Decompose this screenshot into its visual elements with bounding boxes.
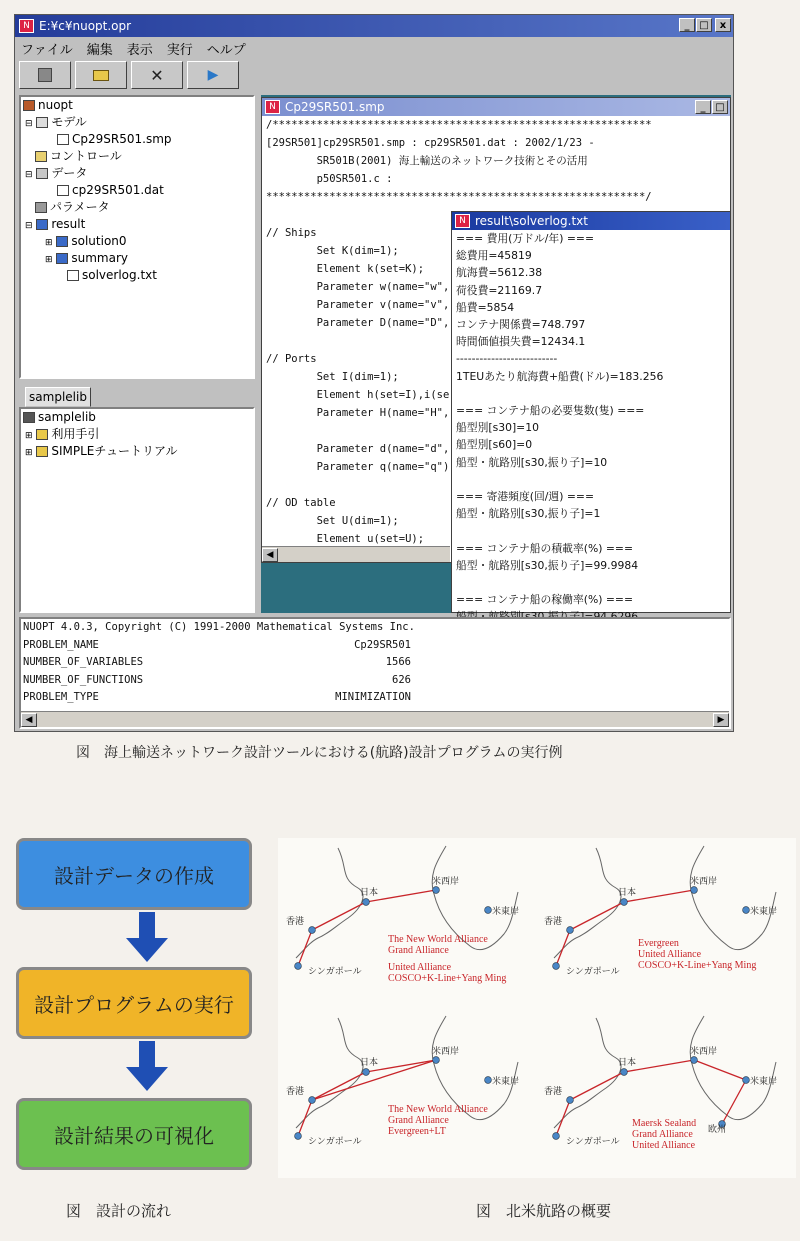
editor-line: Parameter H(name="H", [266, 407, 450, 419]
alliance-label: Grand Alliance [632, 1129, 693, 1140]
port-label: 米西岸 [432, 877, 460, 887]
alliance-label: Grand Alliance [388, 1115, 449, 1126]
asia-coastline [554, 1018, 621, 1128]
alliance-label: United Alliance [638, 949, 702, 960]
port-marker [691, 887, 698, 894]
scroll-left-icon[interactable]: ◀ [21, 713, 37, 727]
app-icon: N [455, 214, 470, 228]
close-button[interactable]: x [715, 18, 731, 32]
port-label: 米東岸 [492, 1077, 520, 1087]
tree-node-param[interactable]: パラメータ [21, 199, 253, 216]
editor-line: // OD table [266, 497, 336, 509]
log-line: 船型別[s30]=10 [456, 421, 539, 435]
sample-node-usage[interactable]: ⊞ 利用手引 [25, 427, 100, 441]
route-line [556, 1100, 570, 1136]
route-map-tl [286, 846, 519, 984]
log-line: 船型別[s60]=0 [456, 438, 533, 452]
menu-bar [15, 37, 733, 59]
port-marker [567, 1097, 574, 1104]
window-title: E:¥c¥nuopt.opr [39, 19, 132, 33]
port-label: 米東岸 [750, 1077, 778, 1087]
scroll-right-icon[interactable]: ▶ [713, 713, 729, 727]
editor-line: Element k(set=K); [266, 263, 425, 275]
log-line [456, 574, 730, 591]
asia-coastline [554, 848, 621, 958]
folder-icon [36, 429, 48, 440]
menu-edit[interactable]: 編集 [86, 42, 113, 58]
alliance-label: United Alliance [632, 1140, 696, 1151]
port-marker [485, 1077, 492, 1084]
tree-node-root[interactable]: nuopt [21, 97, 253, 114]
port-marker [743, 907, 750, 914]
sample-node-root[interactable]: samplelib [21, 409, 253, 426]
caption-top: 図 海上輸送ネットワーク設計ツールにおける(航路)設計プログラムの実行例 [76, 745, 563, 761]
tab-samplelib[interactable]: samplelib [25, 387, 91, 407]
app-icon: N [265, 100, 280, 114]
port-label: 香港 [544, 1087, 563, 1097]
log-line: 船型・航路別[s30,振り子]=99.9984 [456, 558, 639, 572]
editor-line: Element h(set=I),i(se [266, 389, 450, 401]
log-line: === コンテナ船の積載率(%) === [456, 541, 633, 555]
log-line [456, 385, 730, 402]
output-hscroll[interactable] [21, 711, 729, 727]
port-label: 米西岸 [432, 1047, 460, 1057]
output-row: NUMBER_OF_FUNCTIONS 626 [23, 673, 411, 686]
tree-node-solution[interactable]: ⊞ solution0 [45, 234, 127, 248]
port-marker [553, 963, 560, 970]
play-icon: ▶ [207, 67, 219, 83]
editor-line: ************************************************************/ [266, 191, 652, 203]
alliance-label: COSCO+K-Line+Yang Ming [388, 973, 507, 984]
editor-line: Parameter w(name="w", [266, 281, 450, 293]
chart-icon [56, 253, 68, 264]
maximize-button[interactable]: □ [696, 18, 712, 32]
port-marker [309, 1097, 316, 1104]
port-label: 米西岸 [690, 877, 718, 887]
port-marker [309, 927, 316, 934]
america-coastline [690, 846, 776, 950]
route-line [298, 1100, 312, 1136]
alliance-label: United Alliance [388, 962, 452, 973]
log-text[interactable] [452, 230, 730, 610]
alliance-label: Maersk Sealand [632, 1118, 697, 1129]
port-marker [485, 907, 492, 914]
port-marker [691, 1057, 698, 1064]
editor-line: // Ports [266, 353, 317, 365]
log-line: 荷役費=21169.7 [456, 283, 543, 297]
editor-line: Set U(dim=1); [266, 515, 399, 527]
close-icon: ✕ [150, 65, 164, 85]
log-title-bar [452, 212, 730, 230]
alliance-label: The New World Alliance [388, 1104, 488, 1115]
port-marker [553, 1133, 560, 1140]
toolbar [19, 61, 249, 91]
tree-node-model-file[interactable]: Cp29SR501.smp [21, 131, 253, 148]
alliance-label: The New World Alliance [388, 934, 488, 945]
port-label: シンガポール [308, 967, 362, 977]
title-bar [15, 15, 733, 37]
editor-line: p50SR501.c : [266, 173, 393, 185]
tree-node-data[interactable]: ⊟ データ [25, 166, 88, 180]
port-label: シンガポール [566, 967, 620, 977]
port-label: 日本 [618, 888, 637, 898]
port-label: 日本 [360, 1058, 379, 1068]
port-label: 日本 [618, 1058, 637, 1068]
editor-line: Parameter q(name="q") [266, 461, 450, 473]
editor-line: Parameter D(name="D", [266, 317, 450, 329]
log-window [451, 211, 731, 613]
editor-line: /************************************************************ [266, 119, 652, 131]
port-marker [433, 1057, 440, 1064]
log-line: 船型・航路別[s30,振り子]=10 [456, 455, 608, 469]
run-button[interactable] [187, 61, 239, 89]
route-line [570, 902, 624, 930]
route-line [312, 1072, 366, 1100]
caption-routes: 図 北米航路の概要 [476, 1202, 612, 1220]
log-line: 船費=5854 [456, 300, 515, 314]
editor-maximize-button[interactable]: □ [712, 100, 728, 114]
route-line [694, 1060, 746, 1080]
port-marker [363, 899, 370, 906]
sample-node-tutorial[interactable]: ⊞ SIMPLEチュートリアル [25, 444, 178, 458]
editor-minimize-button[interactable]: _ [695, 100, 711, 114]
log-line: -------------------------- [456, 352, 558, 366]
log-line [456, 522, 730, 539]
flow-arrow-1 [126, 912, 168, 962]
port-label: 日本 [360, 888, 379, 898]
save-icon [38, 68, 52, 82]
output-row: PROBLEM_TYPE MINIMIZATION [23, 691, 411, 703]
flow-step-create: 設計データの作成 [16, 838, 252, 910]
result-icon [36, 219, 48, 230]
output-pane [19, 617, 731, 729]
open-button[interactable] [75, 61, 127, 89]
scroll-left-icon[interactable]: ◀ [262, 548, 278, 562]
parameter-icon [35, 202, 47, 213]
log-line: === 費用(万ドル/年) === [456, 232, 594, 245]
file-icon [57, 134, 69, 145]
route-line [722, 1080, 746, 1124]
route-map-tr [544, 846, 777, 977]
file-icon [67, 270, 79, 281]
editor-line: // Ships [266, 227, 317, 239]
alliance-label: Evergreen [638, 938, 679, 949]
editor-title-bar [262, 98, 730, 116]
port-label: 香港 [544, 917, 563, 927]
editor-line: Parameter v(name="v", [266, 299, 450, 311]
log-line: 時間価値損失費=12434.1 [456, 335, 586, 349]
tree-node-control[interactable]: コントロール [21, 148, 253, 165]
project-icon [23, 100, 35, 111]
output-header: NUOPT 4.0.3, Copyright (C) 1991-2000 Mathematical Systems Inc. [23, 621, 415, 633]
tree-node-model[interactable]: ⊟ モデル [25, 115, 87, 129]
log-line: 船型・航路別[s30,振り子]=1 [456, 507, 601, 521]
output-row: NUMBER_OF_VARIABLES 1566 [23, 656, 411, 668]
log-line: 総費用=45819 [456, 249, 532, 263]
port-label: 米東岸 [750, 907, 778, 917]
flow-step-run: 設計プログラムの実行 [16, 967, 252, 1039]
port-label: 欧州 [708, 1125, 727, 1135]
caption-flow: 図 設計の流れ [66, 1202, 172, 1220]
tree-node-summary[interactable]: ⊞ summary [45, 251, 128, 265]
alliance-label: Grand Alliance [388, 945, 449, 956]
asia-coastline [296, 848, 363, 958]
editor-line: Set K(dim=1); [266, 245, 399, 257]
editor-hscroll[interactable] [262, 546, 450, 562]
output-row: PROBLEM_NAME Cp29SR501 [23, 638, 411, 651]
app-icon: N [19, 19, 34, 33]
app-window [14, 14, 734, 732]
port-label: 米東岸 [492, 907, 520, 917]
asia-coastline [296, 1018, 363, 1128]
port-marker [621, 899, 628, 906]
port-label: 香港 [286, 917, 305, 927]
port-marker [743, 1077, 750, 1084]
editor-line: Element u(set=U); [266, 533, 425, 545]
route-line [556, 930, 570, 966]
sample-tree [19, 407, 255, 613]
route-map-br [544, 1016, 777, 1151]
editor-title: Cp29SR501.smp [285, 100, 385, 114]
control-icon [35, 151, 47, 162]
folder-open-icon [93, 70, 109, 81]
sample-tab-bar [19, 385, 255, 407]
log-line: コンテナ関係費=748.797 [456, 318, 586, 332]
alliance-label: Evergreen+LT [388, 1126, 446, 1137]
alliance-label: COSCO+K-Line+Yang Ming [638, 960, 757, 971]
port-label: シンガポール [308, 1137, 362, 1147]
tree-node-data-file[interactable]: cp29SR501.dat [21, 182, 253, 199]
log-line: === 寄港頻度(回/週) === [456, 490, 594, 504]
file-icon [57, 185, 69, 196]
port-marker [295, 963, 302, 970]
log-line: 1TEUあたり航海費+船費(ドル)=183.256 [456, 369, 664, 383]
log-line: === コンテナ船の稼働率(%) === [456, 593, 633, 607]
menu-help[interactable]: ヘルプ [206, 42, 246, 58]
route-line [312, 902, 366, 930]
port-marker [363, 1069, 370, 1076]
editor-line: SR501B(2001) 海上輸送のネットワーク技術とその活用 [266, 155, 588, 167]
log-line [456, 471, 730, 488]
editor-line: Parameter d(name="d", [266, 443, 450, 455]
project-tree [19, 95, 255, 379]
flow-arrow-2 [126, 1041, 168, 1091]
delete-button[interactable] [131, 61, 183, 89]
port-marker [295, 1133, 302, 1140]
log-title: result\solverlog.txt [475, 214, 588, 228]
minimize-button[interactable]: _ [679, 18, 695, 32]
route-line [298, 930, 312, 966]
folder-icon [36, 446, 48, 457]
port-marker [621, 1069, 628, 1076]
flow-step-visualize: 設計結果の可視化 [16, 1098, 252, 1170]
route-line [570, 1072, 624, 1100]
editor-line: Set I(dim=1); [266, 371, 399, 383]
chart-icon [56, 236, 68, 247]
menu-file[interactable]: ファイル [21, 42, 73, 58]
port-label: 米西岸 [690, 1047, 718, 1057]
menu-view[interactable]: 表示 [126, 42, 153, 58]
data-icon [36, 168, 48, 179]
log-line: 航海費=5612.38 [456, 266, 543, 280]
model-icon [36, 117, 48, 128]
port-label: シンガポール [566, 1137, 620, 1147]
library-icon [23, 412, 35, 423]
mdi-area [261, 95, 731, 613]
editor-line: [29SR501]cp29SR501.smp : cp29SR501.dat : 2002/1/23 - [266, 137, 595, 149]
tree-node-solverlog[interactable]: solverlog.txt [21, 267, 253, 284]
menu-run[interactable]: 実行 [166, 42, 193, 58]
route-map-bl [286, 1016, 519, 1147]
save-button[interactable] [19, 61, 71, 89]
log-line: === コンテナ船の必要隻数(隻) === [456, 404, 645, 418]
tree-node-result[interactable]: ⊟ result [25, 217, 86, 231]
port-marker [567, 927, 574, 934]
route-maps [278, 838, 796, 1178]
port-label: 香港 [286, 1087, 305, 1097]
port-marker [433, 887, 440, 894]
